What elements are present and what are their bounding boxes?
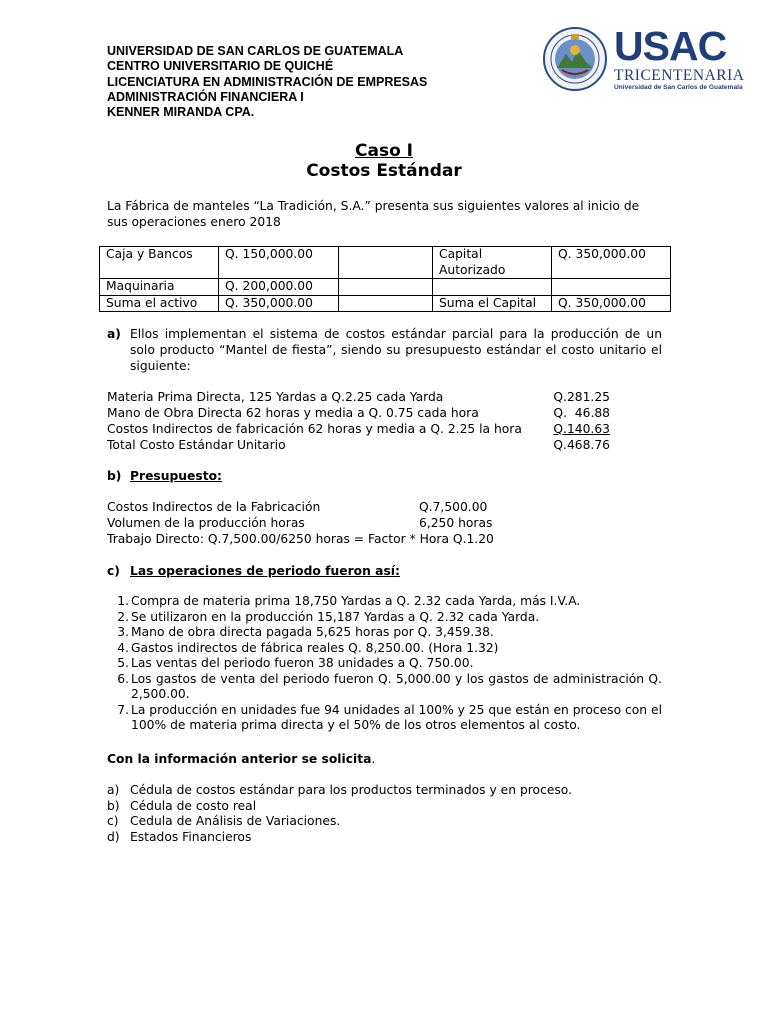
- list-item: 3. Mano de obra directa pagada 5,625 horas por Q. 3,459.38.: [117, 625, 494, 639]
- header-line: UNIVERSIDAD DE SAN CARLOS DE GUATEMALA: [107, 44, 404, 58]
- section-a-text: Ellos implementan el sistema de costos estándar parcial para la producción de un solo producto “Mantel de fiesta”, siendo su presupuesto estándar el costo unitario el siguiente:: [130, 327, 662, 373]
- table-cell: Q. 150,000.00: [219, 247, 339, 279]
- header-line: ADMINISTRACIÓN FINANCIERA I: [107, 89, 304, 104]
- table-row: [100, 279, 671, 296]
- table-cell: [339, 295, 433, 312]
- list-item-label: c): [107, 814, 119, 828]
- list-item: [107, 783, 662, 799]
- table-cell: Maquinaria: [100, 279, 219, 296]
- list-item-text: Gastos indirectos de fábrica reales Q. 8,250.00. (Hora 1.32): [131, 640, 499, 655]
- request-title: Con la información anterior se solicita: [107, 752, 372, 766]
- factor-line: Trabajo Directo: Q.7,500.00/6250 horas = Factor * Hora Q.1.20: [107, 532, 494, 546]
- cost-row: [107, 405, 610, 421]
- cost-total-row: [107, 437, 610, 453]
- logo-brand: USAC: [614, 23, 727, 69]
- request-period: .: [371, 752, 376, 766]
- cost-value: Q. 46.88: [553, 406, 610, 420]
- request-heading: [107, 751, 375, 767]
- table-cell: Q. 350,000.00: [552, 295, 671, 312]
- table-cell: [433, 279, 552, 296]
- list-item: 2. Se utilizaron en la producción 15,187 Yardas a Q. 2.32 cada Yarda.: [117, 609, 540, 624]
- list-item-text: Compra de materia prima 18,750 Yardas a Q. 2.32 cada Yarda, más I.V.A.: [131, 594, 581, 608]
- list-item-text: Cédula de costos estándar para los productos terminados y en proceso.: [130, 783, 573, 797]
- request-list: [107, 783, 662, 845]
- institution-header: [107, 44, 427, 120]
- list-item: 5. Las ventas del periodo fueron 38 unidades a Q. 750.00.: [117, 656, 474, 670]
- section-b-title: Presupuesto:: [130, 469, 222, 483]
- budget-label: Costos Indirectos de la Fabricación: [107, 500, 321, 514]
- table-cell: Suma el activo: [100, 295, 219, 312]
- logo-subtitle: TRICENTENARIA: [614, 67, 745, 84]
- section-c-title: Las operaciones de periodo fueron así:: [130, 564, 400, 578]
- logo-tagline: Universidad de San Carlos de Guatemala: [614, 84, 743, 91]
- table-cell: Suma el Capital: [433, 295, 552, 312]
- budget-row: [107, 499, 488, 515]
- table-cell: [339, 279, 433, 296]
- cost-label: Costos Indirectos de fabricación 62 horas y media a Q. 2.25 la hora: [107, 422, 522, 436]
- cost-value: Q.468.76: [553, 438, 610, 452]
- budget-value: 6,250 horas: [419, 516, 493, 530]
- usac-logo: [542, 23, 752, 96]
- list-item: 4. Gastos indirectos de fábrica reales Q. 8,250.00. (Hora 1.32): [117, 640, 499, 655]
- case-subject: Costos Estándar: [306, 161, 462, 181]
- header-line: CENTRO UNIVERSITARIO DE QUICHÉ: [107, 59, 334, 74]
- list-item: 7. La producción en unidades fue 94 unidades al 100% y 25 que están en proceso con el 100% de materia prima directa y el 50% de los otros elementos al costo.: [117, 702, 662, 732]
- cost-label: Total Costo Estándar Unitario: [107, 438, 286, 452]
- list-item: 6. Los gastos de venta del periodo fueron Q. 5,000.00 y los gastos de administración Q. 2,500.00.: [117, 671, 662, 701]
- header-line: KENNER MIRANDA CPA.: [107, 105, 255, 120]
- table-cell: Q. 350,000.00: [552, 247, 671, 279]
- table-cell: Q. 350,000.00: [219, 295, 339, 312]
- table-cell: Capital Autorizado: [433, 247, 552, 279]
- budget-label: Volumen de la producción horas: [107, 516, 305, 530]
- list-item-text: Se utilizaron en la producción 15,187 Yardas a Q. 2.32 cada Yarda.: [131, 609, 540, 624]
- list-item-label: d): [107, 829, 120, 844]
- table-cell: [552, 279, 671, 296]
- operations-list: [107, 594, 662, 734]
- table-row: [100, 295, 671, 312]
- section-c-label: c): [107, 564, 120, 578]
- list-item: 1. Compra de materia prima 18,750 Yardas a Q. 2.32 cada Yarda, más I.V.A.: [117, 594, 581, 608]
- table-cell: Q. 200,000.00: [219, 279, 339, 296]
- cost-label: Mano de Obra Directa 62 horas y media a Q. 0.75 cada hora: [107, 406, 479, 420]
- list-item-text: Cedula de Análisis de Variaciones.: [130, 814, 341, 828]
- cost-row: [107, 389, 610, 405]
- cost-value: Q.140.63: [553, 422, 610, 436]
- list-item-label: a): [107, 783, 120, 797]
- list-item-text: Las ventas del periodo fueron 38 unidades a Q. 750.00.: [131, 656, 474, 670]
- case-title: Caso I: [355, 141, 413, 161]
- budget-value: Q.7,500.00: [419, 500, 488, 514]
- budget-row: [107, 515, 493, 531]
- cost-row: [107, 421, 610, 437]
- list-item: [107, 799, 662, 815]
- table-cell: [339, 247, 433, 279]
- table-row: [100, 247, 671, 279]
- section-a-label: a): [107, 327, 121, 341]
- intro-paragraph: La Fábrica de manteles “La Tradición, S.A.” presenta sus siguientes valores al inicio de sus operaciones enero 2018: [107, 199, 640, 229]
- opening-balance-table: [99, 246, 671, 312]
- list-item-text: Mano de obra directa pagada 5,625 horas por Q. 3,459.38.: [131, 625, 494, 639]
- list-item-text: Estados Financieros: [130, 829, 252, 844]
- list-item-text: La producción en unidades fue 94 unidades al 100% y 25 que están en proceso con el 100% de materia prima directa y el 50% de los otros elementos al costo.: [131, 702, 662, 732]
- cost-label: Materia Prima Directa, 125 Yardas a Q.2.25 cada Yarda: [107, 390, 444, 404]
- list-item: [107, 830, 662, 846]
- table-cell: Caja y Bancos: [100, 247, 219, 279]
- list-item-label: b): [107, 798, 120, 813]
- cost-value: Q.281.25: [553, 390, 610, 404]
- list-item-text: Los gastos de venta del periodo fueron Q. 5,000.00 y los gastos de administración Q. 2,500.00.: [131, 671, 662, 701]
- list-item-text: Cédula de costo real: [130, 798, 257, 813]
- list-item: [107, 814, 662, 830]
- header-line: LICENCIATURA EN ADMINISTRACIÓN DE EMPRESAS: [107, 74, 428, 89]
- section-b-label: b): [107, 469, 122, 483]
